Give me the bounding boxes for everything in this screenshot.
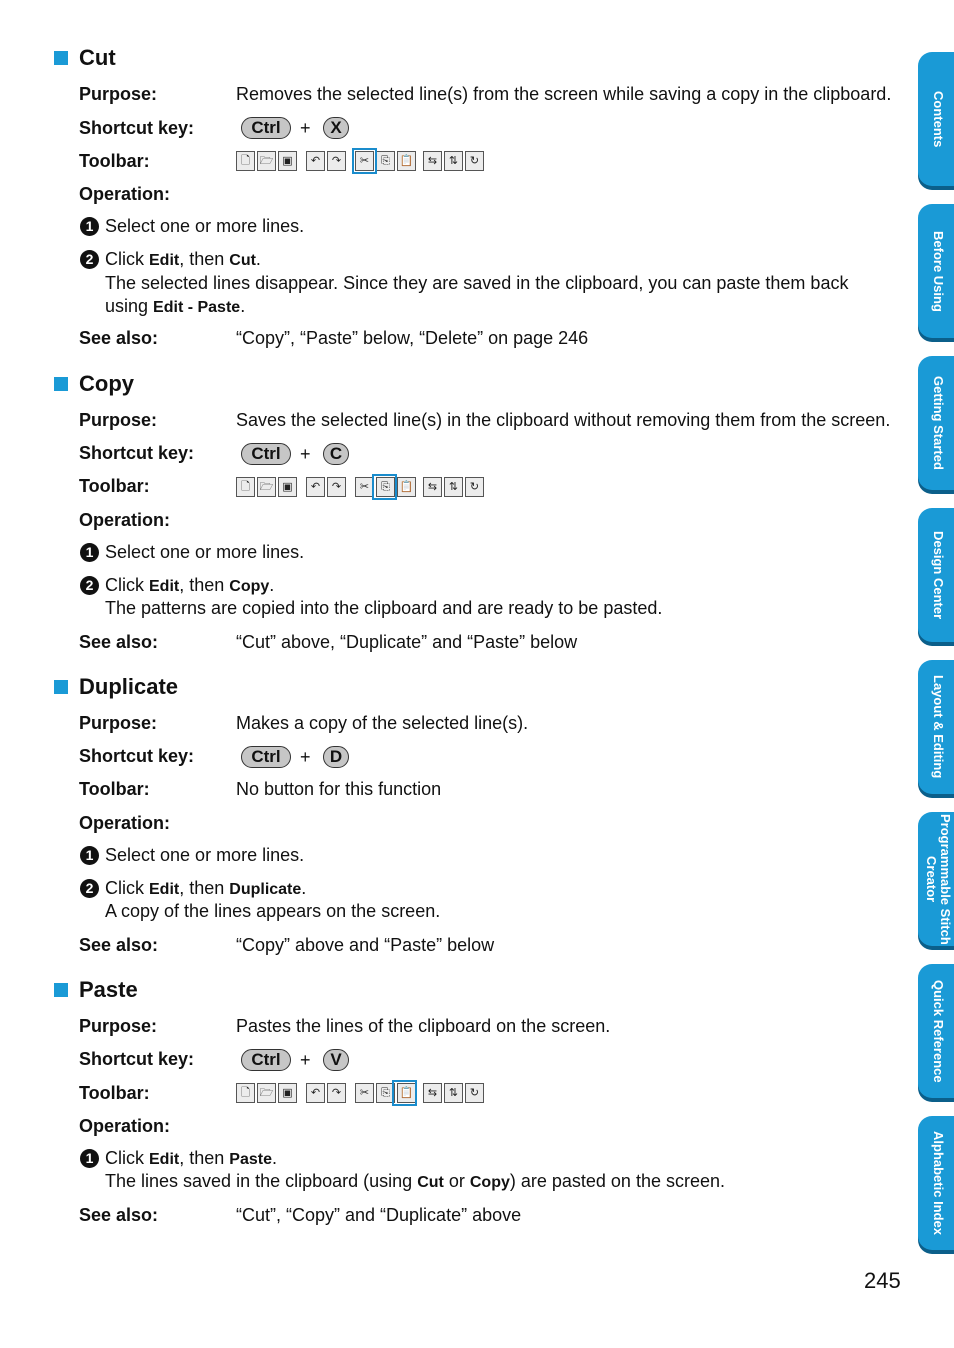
cut-key-letter: X xyxy=(323,117,349,139)
tab-quick-reference[interactable]: Quick Reference xyxy=(918,964,954,1098)
cut-purpose: Removes the selected line(s) from the screen while saving a copy in the clipboard. xyxy=(236,84,892,104)
undo-icon[interactable]: ↶ xyxy=(306,477,325,497)
cut-see-also: “Copy”, “Paste” below, “Delete” on page 246 xyxy=(236,328,589,348)
paste-detail-1: The lines saved in the clipboard (using Cut or Copy) are pasted on the screen. xyxy=(105,1171,725,1191)
toolbar-label: Toolbar: xyxy=(79,779,150,799)
section-title-paste: Paste xyxy=(79,977,138,1002)
highlight-frame xyxy=(352,148,377,174)
copy-see-also: “Cut” above, “Duplicate” and “Paste” below xyxy=(236,632,578,652)
duplicate-key-letter: D xyxy=(323,746,349,768)
tab-contents[interactable]: Contents xyxy=(918,52,954,186)
paste-purpose: Pastes the lines of the clipboard on the screen. xyxy=(236,1016,611,1036)
rotate-icon[interactable]: ↻ xyxy=(465,477,484,497)
step-number: 2 xyxy=(80,576,99,595)
step-number: 2 xyxy=(80,879,99,898)
section-title-copy: Copy xyxy=(79,371,134,396)
operation-label: Operation: xyxy=(79,510,171,530)
highlight-frame xyxy=(392,1080,417,1106)
shortcut-label: Shortcut key: xyxy=(79,746,195,766)
duplicate-purpose: Makes a copy of the selected line(s). xyxy=(236,713,529,733)
copy-purpose: Saves the selected line(s) in the clipboard without removing them from the screen. xyxy=(236,410,891,430)
step-number: 1 xyxy=(80,846,99,865)
redo-icon[interactable]: ↷ xyxy=(327,477,346,497)
plus-sign: + xyxy=(300,747,311,767)
plus-sign: + xyxy=(300,444,311,464)
copy-icon[interactable]: ⎘ xyxy=(376,151,395,171)
ctrl-key: Ctrl xyxy=(241,443,291,465)
tab-alphabetic-index[interactable]: Alphabetic Index xyxy=(918,1116,954,1250)
flip-icon[interactable]: ⇅ xyxy=(444,151,463,171)
purpose-label: Purpose: xyxy=(79,713,158,733)
copy-step-1: Select one or more lines. xyxy=(105,542,305,562)
highlight-frame xyxy=(372,474,397,500)
tab-before-using[interactable]: Before Using xyxy=(918,204,954,338)
cut-icon[interactable]: ✂ xyxy=(355,1083,374,1103)
shortcut-label: Shortcut key: xyxy=(79,1049,195,1069)
save-icon[interactable]: ▣ xyxy=(278,151,297,171)
undo-icon[interactable]: ↶ xyxy=(306,151,325,171)
new-icon[interactable]: 🗋 xyxy=(236,1083,255,1103)
new-icon[interactable]: 🗋 xyxy=(236,151,255,171)
duplicate-step-1: Select one or more lines. xyxy=(105,845,305,865)
page-number: 245 xyxy=(864,1268,901,1293)
rotate-icon[interactable]: ↻ xyxy=(465,1083,484,1103)
step-number: 1 xyxy=(80,1149,99,1168)
see-also-label: See also: xyxy=(79,328,159,348)
shortcut-label: Shortcut key: xyxy=(79,443,195,463)
redo-icon[interactable]: ↷ xyxy=(327,151,346,171)
paste-icon[interactable]: 📋 xyxy=(397,1083,416,1103)
paste-icon[interactable]: 📋 xyxy=(397,151,416,171)
tab-layout-editing[interactable]: Layout & Editing xyxy=(918,660,954,794)
ctrl-key: Ctrl xyxy=(241,117,291,139)
paste-see-also: “Cut”, “Copy” and “Duplicate” above xyxy=(236,1205,522,1225)
open-icon[interactable]: 🗁 xyxy=(257,151,276,171)
duplicate-see-also: “Copy” above and “Paste” below xyxy=(236,935,495,955)
toolbar-label: Toolbar: xyxy=(79,1083,150,1103)
mirror-icon[interactable]: ⇆ xyxy=(423,151,442,171)
toolbar-label: Toolbar: xyxy=(79,151,150,171)
section-title-duplicate: Duplicate xyxy=(79,674,179,699)
save-icon[interactable]: ▣ xyxy=(278,1083,297,1103)
step-number: 2 xyxy=(80,250,99,269)
section-marker xyxy=(54,983,68,997)
open-icon[interactable]: 🗁 xyxy=(257,477,276,497)
purpose-label: Purpose: xyxy=(79,410,158,430)
copy-icon[interactable]: ⎘ xyxy=(376,1083,395,1103)
flip-icon[interactable]: ⇅ xyxy=(444,1083,463,1103)
duplicate-detail-1: A copy of the lines appears on the screen. xyxy=(105,901,441,921)
copy-key-letter: C xyxy=(323,443,349,465)
plus-sign: + xyxy=(300,1050,311,1070)
cut-icon[interactable]: ✂ xyxy=(355,477,374,497)
cut-detail-2: using Edit - Paste. xyxy=(105,296,246,316)
shortcut-label: Shortcut key: xyxy=(79,118,195,138)
see-also-label: See also: xyxy=(79,935,159,955)
duplicate-step-2: Click Edit, then Duplicate. xyxy=(105,878,307,898)
cut-step-1: Select one or more lines. xyxy=(105,216,305,236)
copy-icon[interactable]: ⎘ xyxy=(376,477,395,497)
section-title-cut: Cut xyxy=(79,45,116,70)
tab-design-center[interactable]: Design Center xyxy=(918,508,954,642)
tab-programmable-stitch-creator[interactable]: Programmable Stitch Creator xyxy=(918,812,954,946)
toolbar-label: Toolbar: xyxy=(79,476,150,496)
plus-sign: + xyxy=(300,118,311,138)
purpose-label: Purpose: xyxy=(79,1016,158,1036)
see-also-label: See also: xyxy=(79,632,159,652)
save-icon[interactable]: ▣ xyxy=(278,477,297,497)
tab-getting-started[interactable]: Getting Started xyxy=(918,356,954,490)
purpose-label: Purpose: xyxy=(79,84,158,104)
new-icon[interactable]: 🗋 xyxy=(236,477,255,497)
flip-icon[interactable]: ⇅ xyxy=(444,477,463,497)
cut-step-2: Click Edit, then Cut. xyxy=(105,249,261,269)
paste-icon[interactable]: 📋 xyxy=(397,477,416,497)
mirror-icon[interactable]: ⇆ xyxy=(423,1083,442,1103)
step-number: 1 xyxy=(80,543,99,562)
paste-key-letter: V xyxy=(323,1049,349,1071)
redo-icon[interactable]: ↷ xyxy=(327,1083,346,1103)
ctrl-key: Ctrl xyxy=(241,746,291,768)
step-number: 1 xyxy=(80,217,99,236)
ctrl-key: Ctrl xyxy=(241,1049,291,1071)
paste-step-1: Click Edit, then Paste. xyxy=(105,1148,277,1168)
copy-detail-1: The patterns are copied into the clipboard and are ready to be pasted. xyxy=(105,598,663,618)
section-marker xyxy=(54,51,68,65)
operation-label: Operation: xyxy=(79,184,171,204)
section-marker xyxy=(54,377,68,391)
see-also-label: See also: xyxy=(79,1205,159,1225)
copy-step-2: Click Edit, then Copy. xyxy=(105,575,275,595)
open-icon[interactable]: 🗁 xyxy=(257,1083,276,1103)
section-marker xyxy=(54,680,68,694)
mirror-icon[interactable]: ⇆ xyxy=(423,477,442,497)
operation-label: Operation: xyxy=(79,1116,171,1136)
operation-label: Operation: xyxy=(79,813,171,833)
cut-icon[interactable]: ✂ xyxy=(355,151,374,171)
duplicate-toolbar-text: No button for this function xyxy=(236,779,442,799)
undo-icon[interactable]: ↶ xyxy=(306,1083,325,1103)
cut-detail-1: The selected lines disappear. Since they are saved in the clipboard, you can paste them back xyxy=(105,273,849,293)
rotate-icon[interactable]: ↻ xyxy=(465,151,484,171)
